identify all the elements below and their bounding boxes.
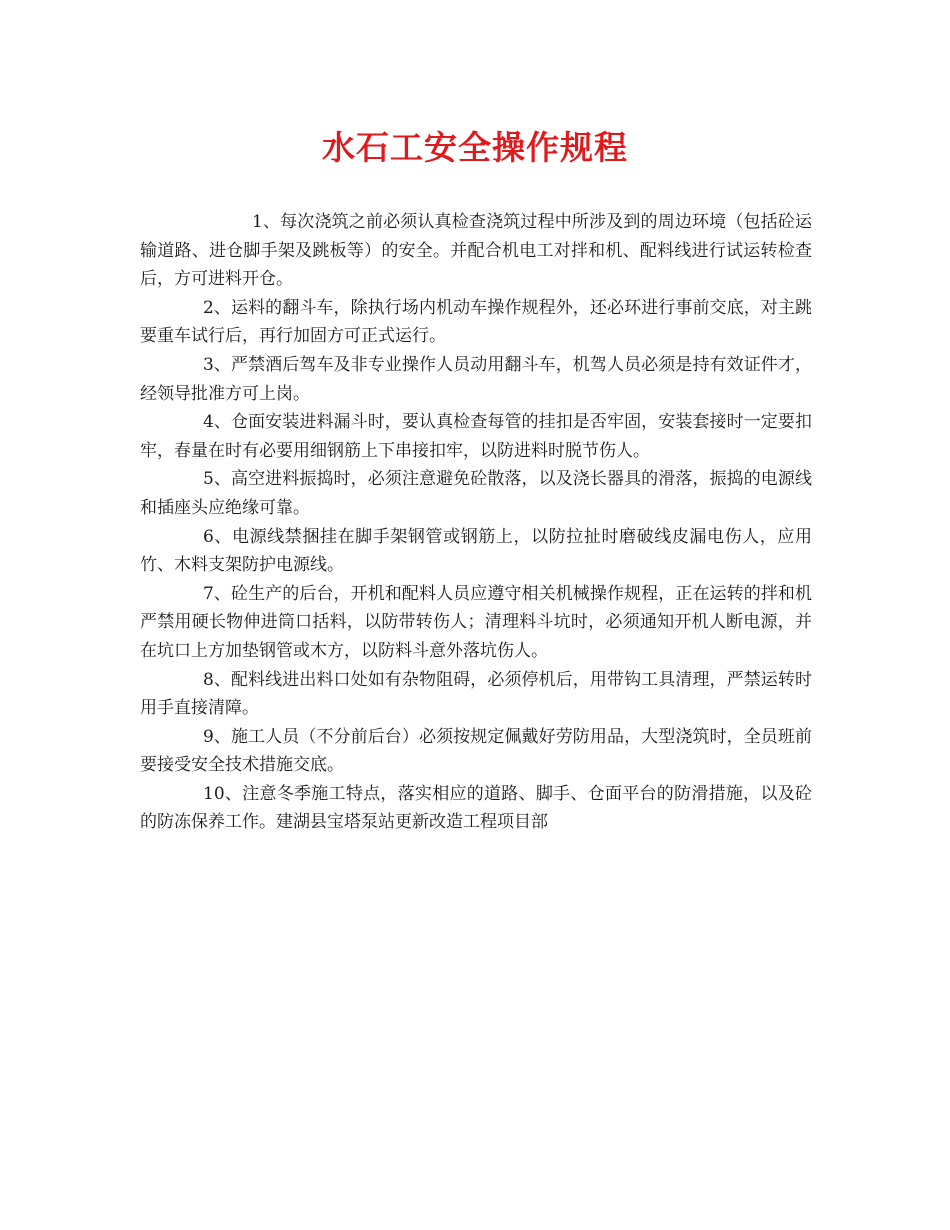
paragraph-5: 5、高空进料振捣时，必须注意避免砼散落，以及浇长器具的滑落，振捣的电源线和插座头应绝缘可靠。 — [140, 469, 812, 518]
document-title: 水石工安全操作规程 — [322, 128, 628, 167]
paragraph-4: 4、仓面安装进料漏斗时，要认真检查每管的挂扣是否牢固，安装套接时一定要扣牢，春量在时有必要用细钢筋上下串接扣牢，以防进料时脱节伤人。 — [140, 412, 812, 461]
paragraph-10: 10、注意冬季施工特点，落实相应的道路、脚手、仓面平台的防滑措施，以及砼的防冻保养工作。建湖县宝塔泵站更新改造工程项目部 — [140, 783, 812, 833]
paragraph-2: 2、运料的翻斗车，除执行场内机动车操作规程外，还必环进行事前交底，对主跳要重车试行后，再行加固方可正式运行。 — [140, 297, 812, 347]
paragraph-9: 9、施工人员（不分前后台）必须按规定佩戴好劳防用品，大型浇筑时，全员班前要接受安全技术措施交底。 — [140, 726, 812, 776]
paragraph-8: 8、配料线进出料口处如有杂物阻碍，必须停机后，用带钩工具清理，严禁运转时用手直接清障。 — [140, 669, 812, 719]
paragraph-7: 7、砼生产的后台，开机和配料人员应遵守相关机械操作规程，正在运转的拌和机严禁用硬长物伸进筒口括料，以防带转伤人；清理料斗坑时，必须通知开机人断电源，并在坑口上方加垫钢管或木方，以防料斗意外落坑伤人。 — [140, 583, 812, 661]
paragraph-6: 6、电源线禁捆挂在脚手架钢管或钢筋上，以防拉扯时磨破线皮漏电伤人，应用竹、木料支架防护电源线。 — [140, 526, 812, 576]
document-body — [140, 208, 812, 837]
paragraph-3: 3、严禁酒后驾车及非专业操作人员动用翻斗车，机驾人员必须是持有效证件才，经领导批准方可上岗。 — [140, 354, 812, 404]
paragraph-1: 1、每次浇筑之前必须认真检查浇筑过程中所涉及到的周边环境（包括砼运输道路、进仓脚手架及跳板等）的安全。并配合机电工对拌和机、配料线进行试运转检查后，方可进料开仓。 — [140, 212, 812, 290]
